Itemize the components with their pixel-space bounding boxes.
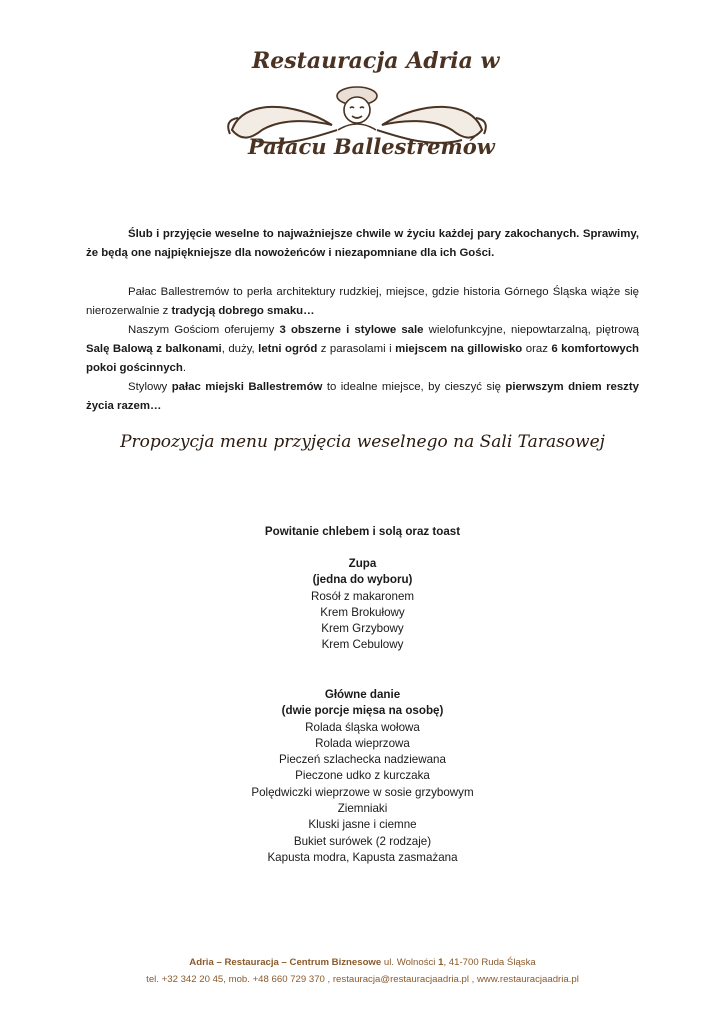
footer-contact[interactable]: tel. +32 342 20 45, mob. +48 660 729 370 , restauracja@restauracjaadria.pl , www.restauracjaadria.pl [146, 974, 579, 985]
intro-paragraph-1: Ślub i przyjęcie weselne to najważniejsze chwile w życiu każdej pary zakochanych. Sprawimy, że będą one najpiękniejsze dla nowożeńców i niezapomniane dla ich Gości. [86, 228, 639, 259]
list-item: Rosół z makaronem [310, 589, 415, 603]
intro-paragraph-4: Stylowy pałac miejski Ballestremów to idealne miejsce, by cieszyć się pierwszym dniem reszty życia razem… [86, 381, 639, 412]
list-item: Rolada śląska wołowa [305, 720, 420, 734]
description-section [86, 283, 639, 416]
list-item: Krem Cebulowy [321, 638, 404, 652]
intro-paragraph-2: Pałac Ballestremów to perła architektury rudzkiej, miejsce, gdzie historia Górnego Śląska wiąże się nierozerwalnie z tradycją dobrego smaku… [86, 286, 639, 317]
restaurant-logo [222, 30, 500, 180]
list-item: Krem Grzybowy [321, 622, 404, 636]
footer-address: Adria – Restauracja – Centrum Biznesowe ul. Wolności 1, 41-700 Ruda Śląska [189, 957, 536, 968]
intro-section [86, 225, 639, 263]
logo-line-2: Pałacu Ballestremów [248, 134, 495, 159]
footer [0, 954, 725, 988]
chef-icon [337, 87, 377, 130]
menu-main-section [0, 687, 725, 866]
soup-heading: Zupa [348, 557, 377, 570]
list-item: Pieczeń szlachecka nadziewana [279, 753, 446, 767]
main-note: (dwie porcje mięsa na osobę) [281, 704, 444, 718]
list-item: Kluski jasne i ciemne [308, 818, 417, 832]
list-item: Ziemniaki [337, 802, 388, 816]
list-item: Polędwiczki wieprzowe w sosie grzybowym [251, 785, 474, 799]
list-item: Krem Brokułowy [320, 605, 405, 619]
intro-paragraph-3: Naszym Gościom oferujemy 3 obszerne i stylowe sale wielofunkcyjne, niepowtarzalną, piętrową Salę Balową z balkonami, duży, letni ogród z parasolami i miejscem na gillowisko oraz 6 komfortowych pokoi gościnnych. [86, 324, 639, 374]
logo-line-1: Restauracja Adria w [252, 48, 500, 74]
menu-welcome [0, 524, 725, 540]
soup-note: (jedna do wyboru) [312, 573, 413, 587]
welcome-heading: Powitanie chlebem i solą oraz toast [264, 525, 461, 538]
menu-title: Propozycja menu przyjęcia weselnego na Sali Tarasowej [120, 432, 605, 452]
list-item: Pieczone udko z kurczaka [295, 769, 430, 783]
footer-company: Adria – Restauracja – Centrum Biznesowe [189, 957, 382, 968]
list-item: Rolada wieprzowa [315, 736, 410, 750]
list-item: Bukiet surówek (2 rodzaje) [293, 834, 432, 848]
list-item: Kapusta modra, Kapusta zasmażana [267, 850, 458, 864]
main-heading: Główne danie [324, 688, 401, 701]
menu-soup-section [0, 556, 725, 654]
